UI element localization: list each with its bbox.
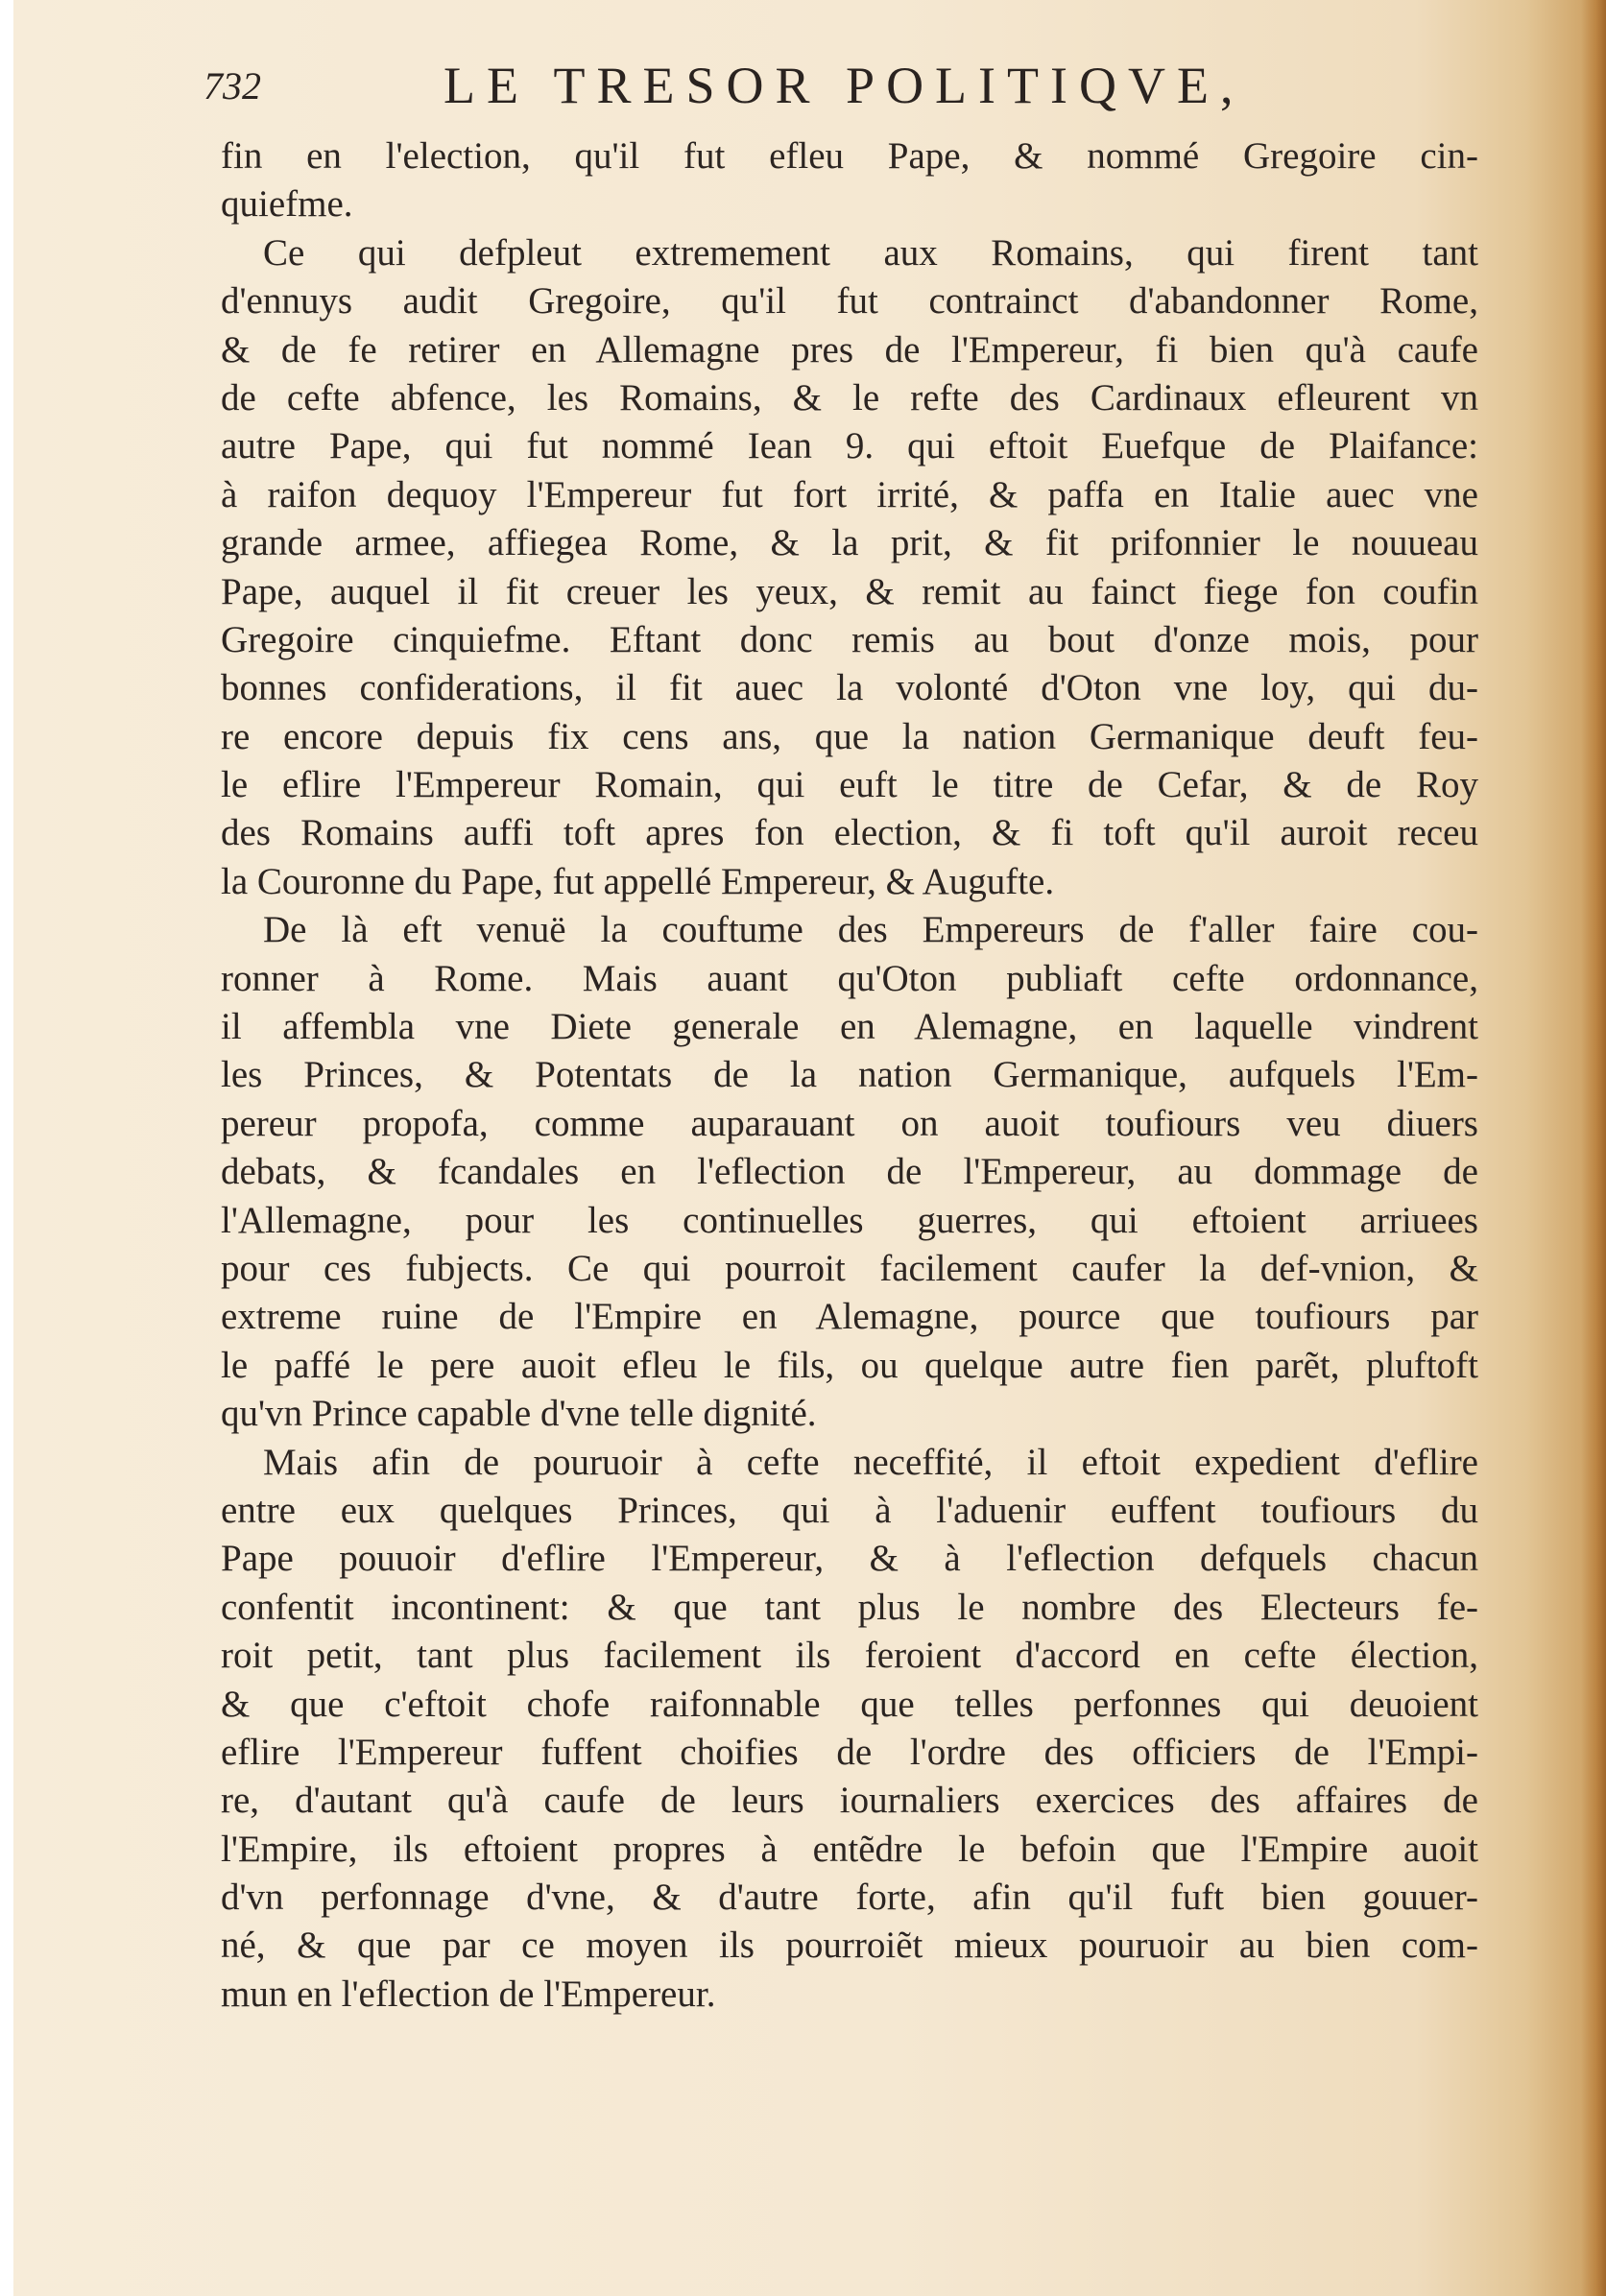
text-line: qu'vn Prince capable d'vne telle dignité.: [221, 1393, 817, 1435]
text-line: les Princes, & Potentats de la nation Germanique, aufquels l'Em-: [221, 1054, 1478, 1096]
text-line: extreme ruine de l'Empire en Alemagne, pource que toufiours par: [221, 1296, 1478, 1338]
text-line: ronner à Rome. Mais auant qu'Oton publiaft cefte ordonnance,: [221, 957, 1478, 999]
text-line: des Romains auffi toft apres fon election, & fi toft qu'il auroit receu: [221, 812, 1478, 854]
text-line: à raifon dequoy l'Empereur fut fort irrité, & paffa en Italie auec vne: [221, 473, 1478, 515]
text-line: Pape pouuoir d'eflire l'Empereur, & à l'eflection defquels chacun: [221, 1538, 1478, 1580]
text-line: & de fe retirer en Allemagne pres de l'Empereur, fi bien qu'à caufe: [221, 328, 1478, 371]
running-head: [204, 56, 1394, 123]
text-line: fin en l'election, qu'il fut efleu Pape, & nommé Gregoire cin-: [221, 135, 1478, 177]
text-line: de cefte abfence, les Romains, & le refte des Cardinaux efleurent vn: [221, 376, 1478, 419]
text-line: Pape, auquel il fit creuer les yeux, & remit au fainct fiege fon coufin: [221, 570, 1478, 612]
text-line: roit petit, tant plus facilement ils feroient d'accord en cefte élection,: [221, 1635, 1478, 1677]
text-line: l'Allemagne, pour les continuelles guerres, qui eftoient arriuees: [221, 1199, 1478, 1241]
text-line: il affembla vne Diete generale en Alemagne, en laquelle vindrent: [221, 1006, 1478, 1048]
book-page: [13, 0, 1606, 2296]
text-line: re, d'autant qu'à caufe de leurs iournaliers exercices des affaires de: [221, 1780, 1478, 1822]
text-line: pereur propofa, comme auparauant on auoit toufiours veu diuers: [221, 1102, 1478, 1144]
body-text: [221, 132, 1478, 2019]
running-title: LE TRESOR POLITIQVE,: [443, 57, 1245, 114]
paragraph-start-line: De là eft venuë la couftume des Empereurs de f'aller faire cou-: [263, 909, 1478, 951]
text-line: la Couronne du Pape, fut appellé Empereur, & Augufte.: [221, 860, 1055, 902]
text-line: le paffé le pere auoit efleu le fils, ou quelque autre fien parẽt, pluftoft: [221, 1344, 1478, 1386]
page-number: 732: [204, 64, 261, 108]
text-line: & que c'eftoit chofe raifonnable que telles perfonnes qui deuoient: [221, 1683, 1478, 1725]
text-line: pour ces fubjects. Ce qui pourroit facilement caufer la def-vnion, &: [221, 1247, 1478, 1289]
text-line: bonnes confiderations, il fit auec la volonté d'Oton vne loy, qui du-: [221, 667, 1478, 709]
text-line: mun en l'eflection de l'Empereur.: [221, 1973, 716, 2015]
text-line: re encore depuis fix cens ans, que la nation Germanique deuft feu-: [221, 715, 1478, 757]
text-line: entre eux quelques Princes, qui à l'aduenir euffent toufiours du: [221, 1489, 1478, 1531]
paragraph-start-line: Ce qui defpleut extremement aux Romains, qui firent tant: [263, 231, 1478, 274]
text-line: d'ennuys audit Gregoire, qu'il fut contrainct d'abandonner Rome,: [221, 280, 1478, 323]
text-line: Gregoire cinquiefme. Eftant donc remis au bout d'onze mois, pour: [221, 618, 1478, 660]
text-line: né, & que par ce moyen ils pourroiẽt mieux pouruoir au bien com-: [221, 1925, 1478, 1967]
text-line: d'vn perfonnage d'vne, & d'autre forte, afin qu'il fuft bien gouuer-: [221, 1877, 1478, 1919]
text-line: eflire l'Empereur fuffent choifies de l'ordre des officiers de l'Empi-: [221, 1731, 1478, 1773]
text-line: autre Pape, qui fut nommé Iean 9. qui eftoit Euefque de Plaifance:: [221, 425, 1478, 467]
text-line: quiefme.: [221, 183, 353, 226]
paragraph-start-line: Mais afin de pouruoir à cefte neceffité, il eftoit expedient d'eflire: [263, 1441, 1478, 1483]
text-line: l'Empire, ils eftoient propres à entẽdre le befoin que l'Empire auoit: [221, 1828, 1478, 1870]
text-line: confentit incontinent: & que tant plus le nombre des Electeurs fe-: [221, 1586, 1478, 1628]
text-line: le eflire l'Empereur Romain, qui euft le titre de Cefar, & de Roy: [221, 764, 1478, 806]
text-line: debats, & fcandales en l'eflection de l'Empereur, au dommage de: [221, 1151, 1478, 1193]
text-line: grande armee, affiegea Rome, & la prit, & fit prifonnier le nouueau: [221, 522, 1478, 564]
